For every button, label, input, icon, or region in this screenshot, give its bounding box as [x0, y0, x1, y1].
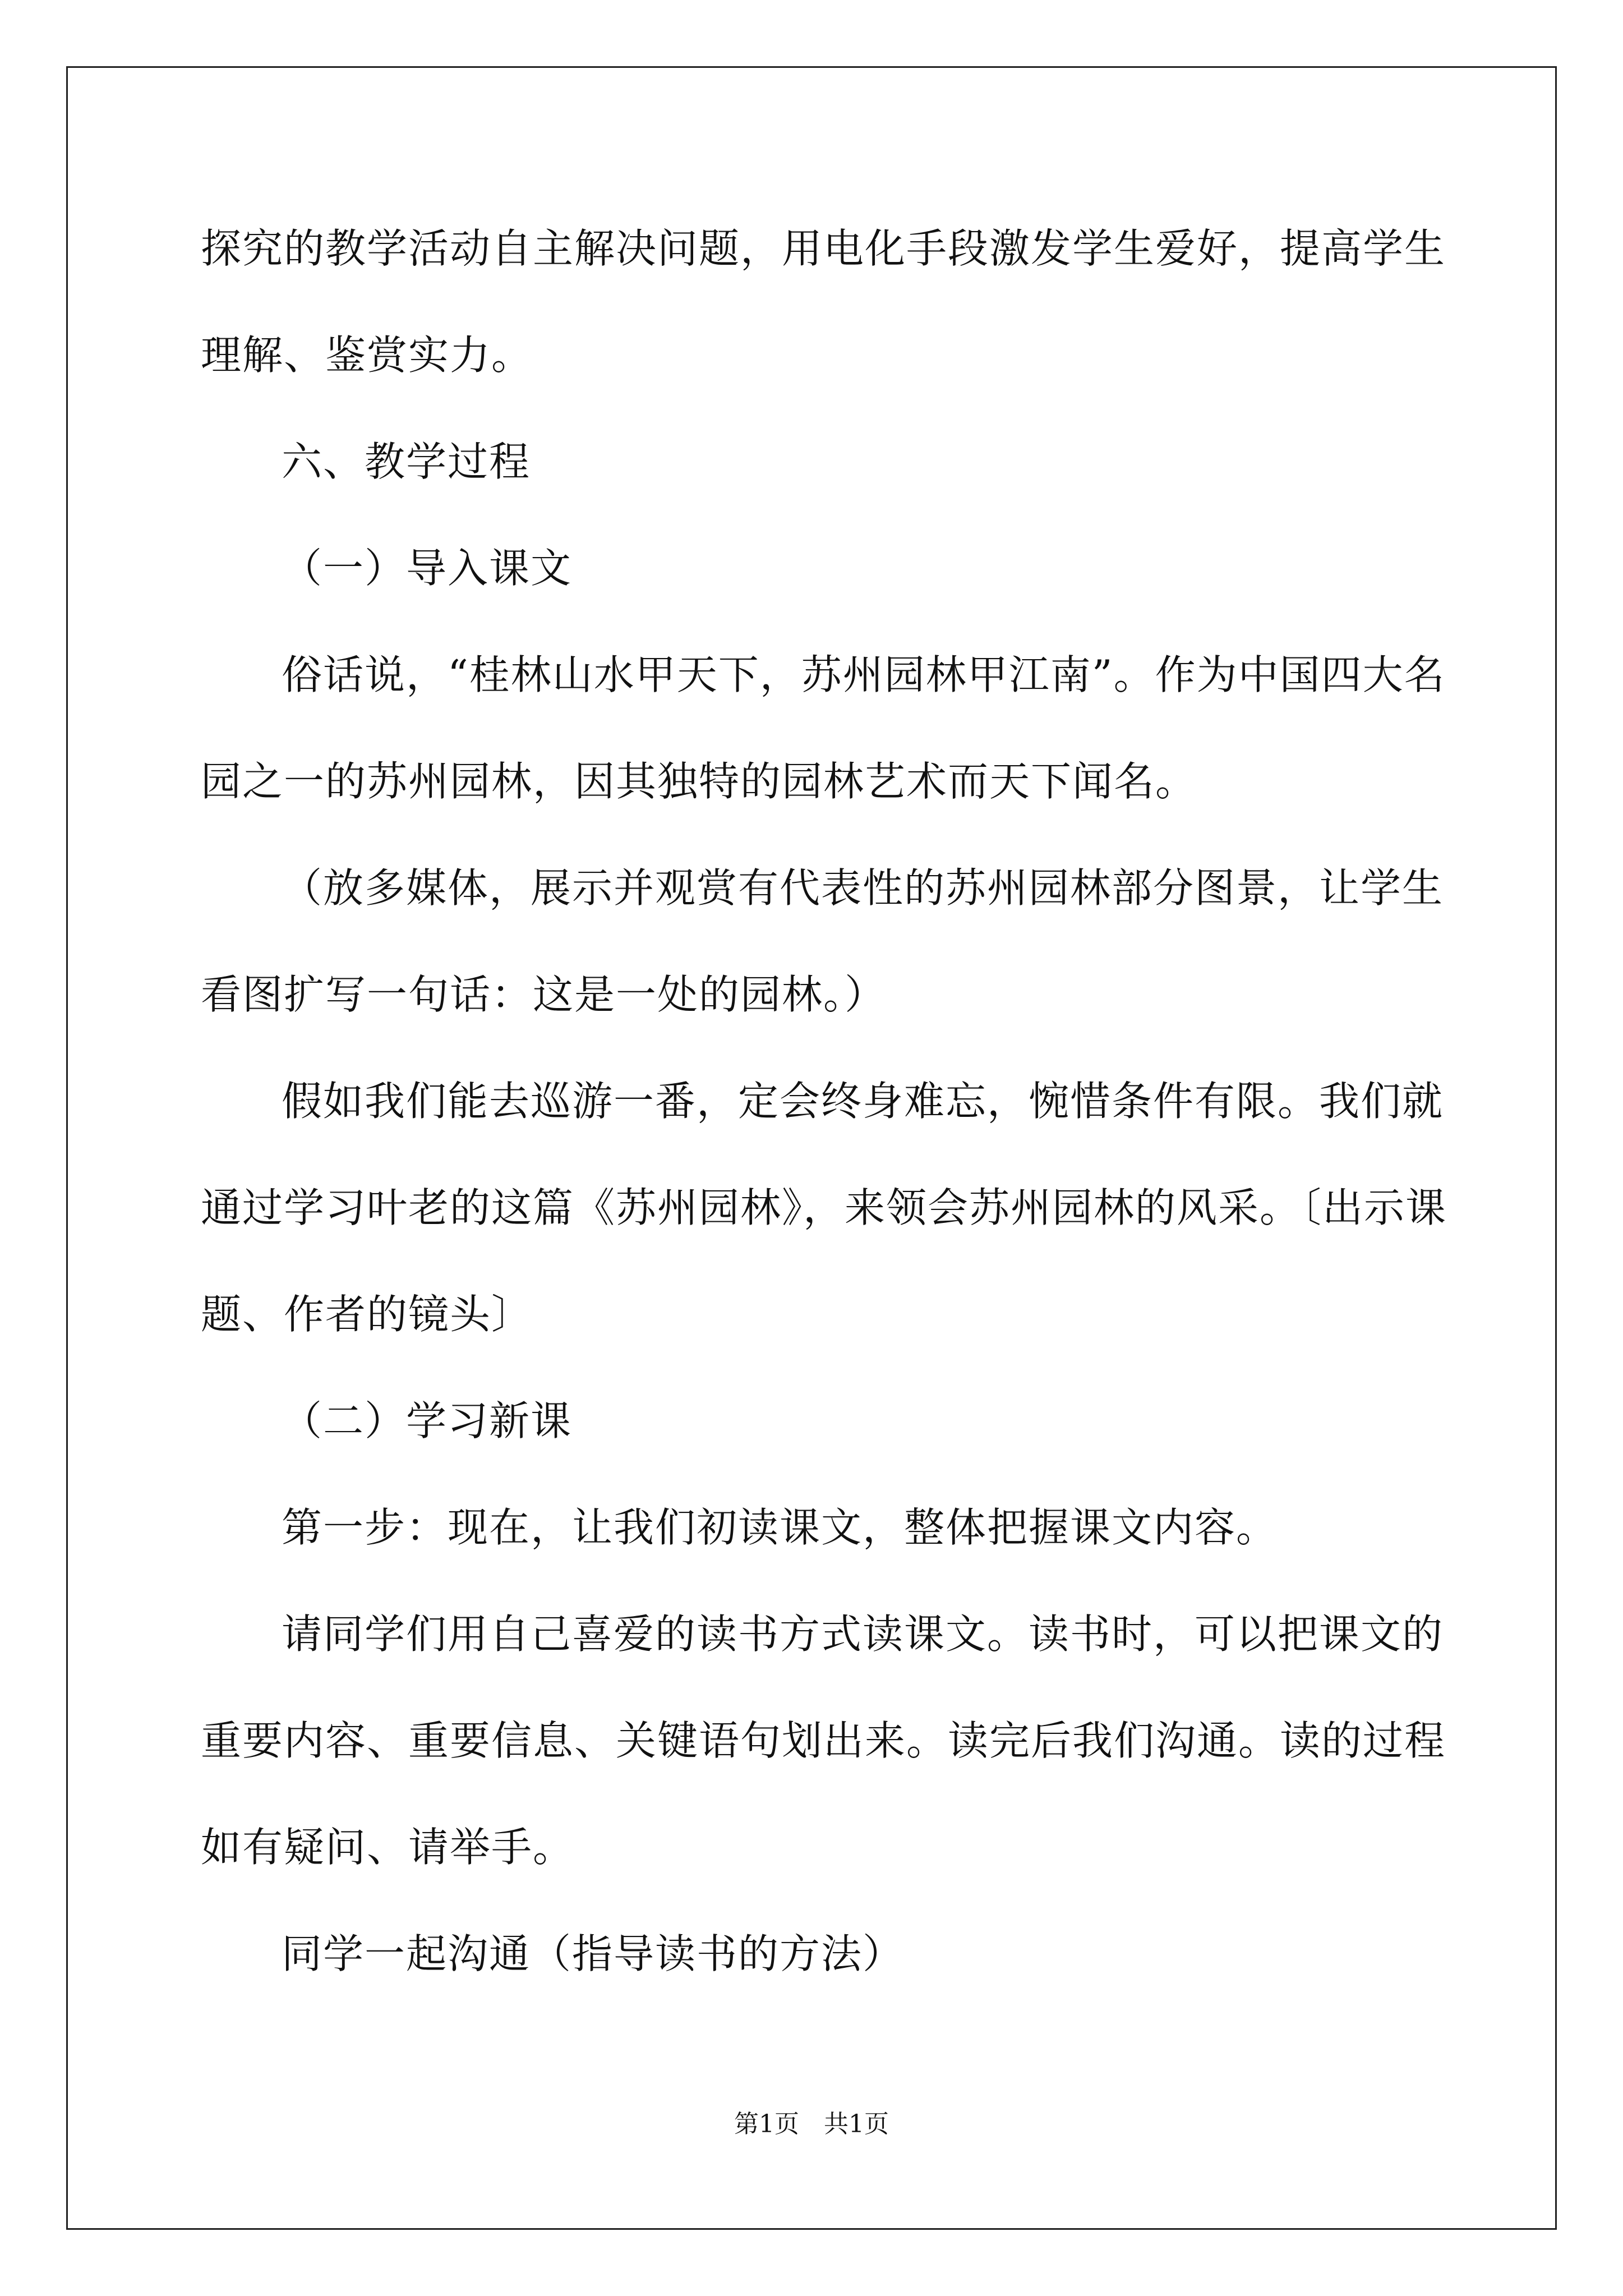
text-line: 第一步：现在，让我们初读课文，整体把握课文内容。: [282, 1504, 1278, 1551]
text-line: 理解、鉴赏实力。: [201, 332, 533, 379]
section-heading: 六、教学过程: [282, 438, 531, 485]
page-number-footer: 第1页 共1页: [734, 2110, 889, 2138]
text-line: （放多媒体，展示并观赏有代表性的苏州园林部分图景，让学生: [282, 864, 1444, 912]
text-line: 请同学们用自己喜爱的读书方式读课文。读书时，可以把课文的: [282, 1611, 1444, 1658]
text-line: 俗话说，“桂林山水甲天下，苏州园林甲江南”。作为中国四大名: [282, 651, 1446, 698]
text-line: 通过学习叶老的这篇《苏州园林》，来领会苏州园林的风采。〔出示课: [201, 1184, 1447, 1231]
subsection-heading: （二）学习新课: [282, 1397, 573, 1444]
text-line: 题、作者的镜头〕: [201, 1291, 533, 1338]
text-line: 园之一的苏州园林，因其独特的园林艺术而天下闻名。: [201, 758, 1197, 805]
text-line: 重要内容、重要信息、关键语句划出来。读完后我们沟通。读的过程: [201, 1717, 1446, 1764]
text-line: 如有疑问、请举手。: [201, 1824, 575, 1871]
page-border: [66, 66, 1557, 2230]
text-line: 看图扩写一句话：这是一处的园林。）: [201, 971, 887, 1018]
text-line: 假如我们能去巡游一番，定会终身难忘，惋惜条件有限。我们就: [282, 1078, 1444, 1125]
text-line: 探究的教学活动自主解决问题，用电化手段激发学生爱好，提高学生: [201, 225, 1446, 272]
subsection-heading: （一）导入课文: [282, 545, 573, 592]
text-line: 同学一起沟通（指导读书的方法）: [282, 1930, 905, 1977]
